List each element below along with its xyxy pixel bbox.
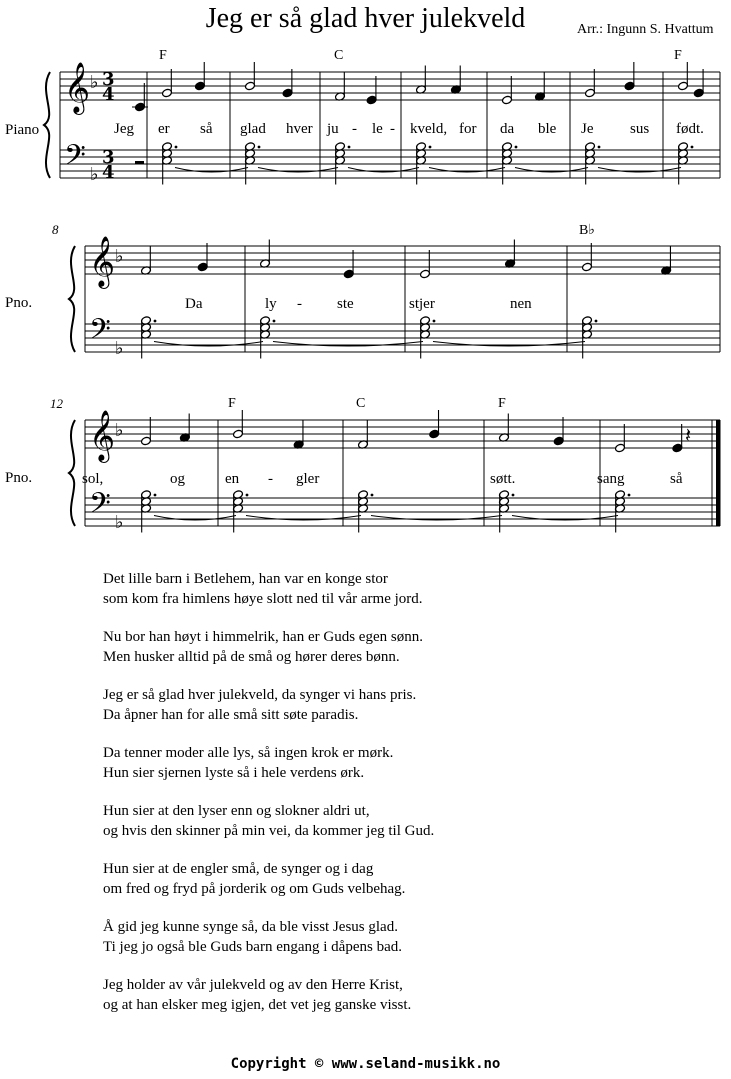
treble-clef: 𝄞 [89, 410, 116, 461]
system-brace [69, 420, 75, 526]
chord-symbol: F [498, 396, 506, 411]
verse-line: Hun sier sjernen lyste så i hele verdens ørk. [103, 765, 365, 781]
arranger-credit: Arr.: Ingunn S. Hvattum [577, 22, 714, 37]
chord-symbol: B♭ [579, 223, 595, 238]
lyric-hyphen: - [268, 471, 273, 487]
instrument-label-pno-2: Pno. [5, 470, 33, 486]
lyric-syllable: Je [581, 121, 594, 137]
augmentation-dot [246, 494, 249, 497]
lyric-syllable: le [372, 121, 383, 137]
lyric-syllable: ble [538, 121, 557, 137]
lyric-syllable: ju [327, 121, 339, 137]
augmentation-dot [175, 146, 178, 149]
verse-line: Hun sier at den lyser enn og slokner aldri ut, [103, 803, 370, 819]
verse [103, 801, 434, 841]
augmentation-dot [691, 146, 694, 149]
lyric-syllable: gler [296, 471, 320, 487]
lyric-syllable: da [500, 121, 515, 137]
verse [103, 627, 434, 667]
lyric-hyphen: - [390, 121, 395, 137]
lyric-syllable: Da [185, 296, 203, 312]
lyric-syllable: ly [265, 296, 277, 312]
verse-line: Det lille barn i Betlehem, han var en konge stor [103, 571, 388, 587]
verse [103, 859, 434, 899]
quarter-rest: 𝄽 [685, 423, 692, 447]
verse-line: og hvis den skinner på min vei, da kommer jeg til Gud. [103, 823, 435, 839]
augmentation-dot [258, 146, 261, 149]
lyric-syllable: så [200, 121, 213, 137]
time-signature-digit: 4 [102, 162, 115, 183]
lyric-syllable: Jeg [114, 121, 134, 137]
verse-line: som kom fra himlens høye slott ned til vår arme jord. [103, 591, 423, 607]
verse-line: om fred og fryd på jorderik og om Guds velbehag. [103, 881, 406, 897]
lyric-syllable: stjer [409, 296, 435, 312]
augmentation-dot [154, 494, 157, 497]
lyric-syllable: og [170, 471, 185, 487]
augmentation-dot [429, 146, 432, 149]
lyric-syllable: sol, [82, 471, 104, 487]
chord-symbol: F [674, 48, 682, 63]
page-title: Jeg er så glad hver julekveld [205, 3, 526, 34]
lyric-syllable: en [225, 471, 240, 487]
time-signature-digit: 3 [102, 69, 115, 90]
verse [103, 685, 434, 725]
augmentation-dot [595, 320, 598, 323]
verse-list [103, 569, 434, 1033]
verse-line: Nu bor han høyt i himmelrik, han er Guds egen sønn. [103, 629, 423, 645]
key-signature-flat: ♭ [90, 72, 99, 93]
verse [103, 975, 434, 1015]
lyric-syllable: kveld, [410, 121, 448, 137]
lyric-syllable: født. [676, 121, 704, 137]
system-brace [69, 246, 75, 352]
augmentation-dot [628, 494, 631, 497]
treble-clef: 𝄞 [64, 62, 91, 113]
time-signature-digit: 3 [102, 147, 115, 168]
verse-line: Hun sier at de engler små, de synger og i dag [103, 861, 374, 877]
verse-line: Men husker alltid på de små og hører deres bønn. [103, 649, 400, 665]
chord-symbol: F [159, 48, 167, 63]
lyric-syllable: nen [510, 296, 532, 312]
lyric-syllable: for [459, 121, 477, 137]
augmentation-dot [598, 146, 601, 149]
verse-line: og at han elsker meg igjen, det vet jeg ganske visst. [103, 997, 412, 1013]
system-brace [44, 72, 50, 178]
augmentation-dot [371, 494, 374, 497]
verse [103, 743, 434, 783]
treble-clef: 𝄞 [89, 236, 116, 287]
final-barline [716, 420, 720, 526]
copyright-notice: Copyright © www.seland-musikk.no [230, 1056, 501, 1072]
lyric-syllable: hver [286, 121, 313, 137]
instrument-label-piano: Piano [5, 122, 40, 138]
lyric-syllable: sang [597, 471, 625, 487]
chord-symbol: F [228, 396, 236, 411]
chord-symbol: C [334, 48, 344, 63]
verse [103, 917, 434, 957]
augmentation-dot [273, 320, 276, 323]
lyric-hyphen: - [297, 296, 302, 312]
time-signature-digit: 4 [102, 84, 115, 105]
lyric-syllable: søtt. [490, 471, 516, 487]
verse-line: Ti jeg jo også ble Guds barn engang i dåpens bad. [103, 939, 402, 955]
lyric-syllable: ste [337, 296, 354, 312]
key-signature-flat: ♭ [115, 512, 124, 533]
instrument-label-pno-1: Pno. [5, 295, 33, 311]
lyric-syllable: glad [240, 121, 266, 137]
half-rest [135, 161, 144, 164]
lyric-hyphen: - [352, 121, 357, 137]
key-signature-flat: ♭ [90, 164, 99, 185]
verse [103, 569, 434, 609]
augmentation-dot [515, 146, 518, 149]
augmentation-dot [433, 320, 436, 323]
augmentation-dot [512, 494, 515, 497]
bass-clef: 𝄢 [89, 487, 111, 527]
lyric-syllable: er [158, 121, 170, 137]
verse-line: Å gid jeg kunne synge så, da ble visst Jesus glad. [103, 919, 398, 935]
lyric-syllable: sus [630, 121, 650, 137]
bar-number-system-3: 12 [50, 396, 63, 411]
lyric-syllable: så [670, 471, 683, 487]
augmentation-dot [154, 320, 157, 323]
verse-line: Jeg er så glad hver julekveld, da synger vi hans pris. [103, 687, 417, 703]
verse-line: Da åpner han for alle små sitt søte paradis. [103, 707, 359, 723]
bass-clef: 𝄢 [89, 313, 111, 353]
key-signature-flat: ♭ [115, 420, 124, 441]
verse-line: Da tenner moder alle lys, så ingen krok er mørk. [103, 745, 394, 761]
key-signature-flat: ♭ [115, 338, 124, 359]
verse-line: Jeg holder av vår julekveld og av den Herre Krist, [103, 977, 403, 993]
augmentation-dot [348, 146, 351, 149]
chord-symbol: C [356, 396, 366, 411]
key-signature-flat: ♭ [115, 246, 124, 267]
bass-clef: 𝄢 [64, 139, 86, 179]
bar-number-system-2: 8 [52, 222, 59, 237]
